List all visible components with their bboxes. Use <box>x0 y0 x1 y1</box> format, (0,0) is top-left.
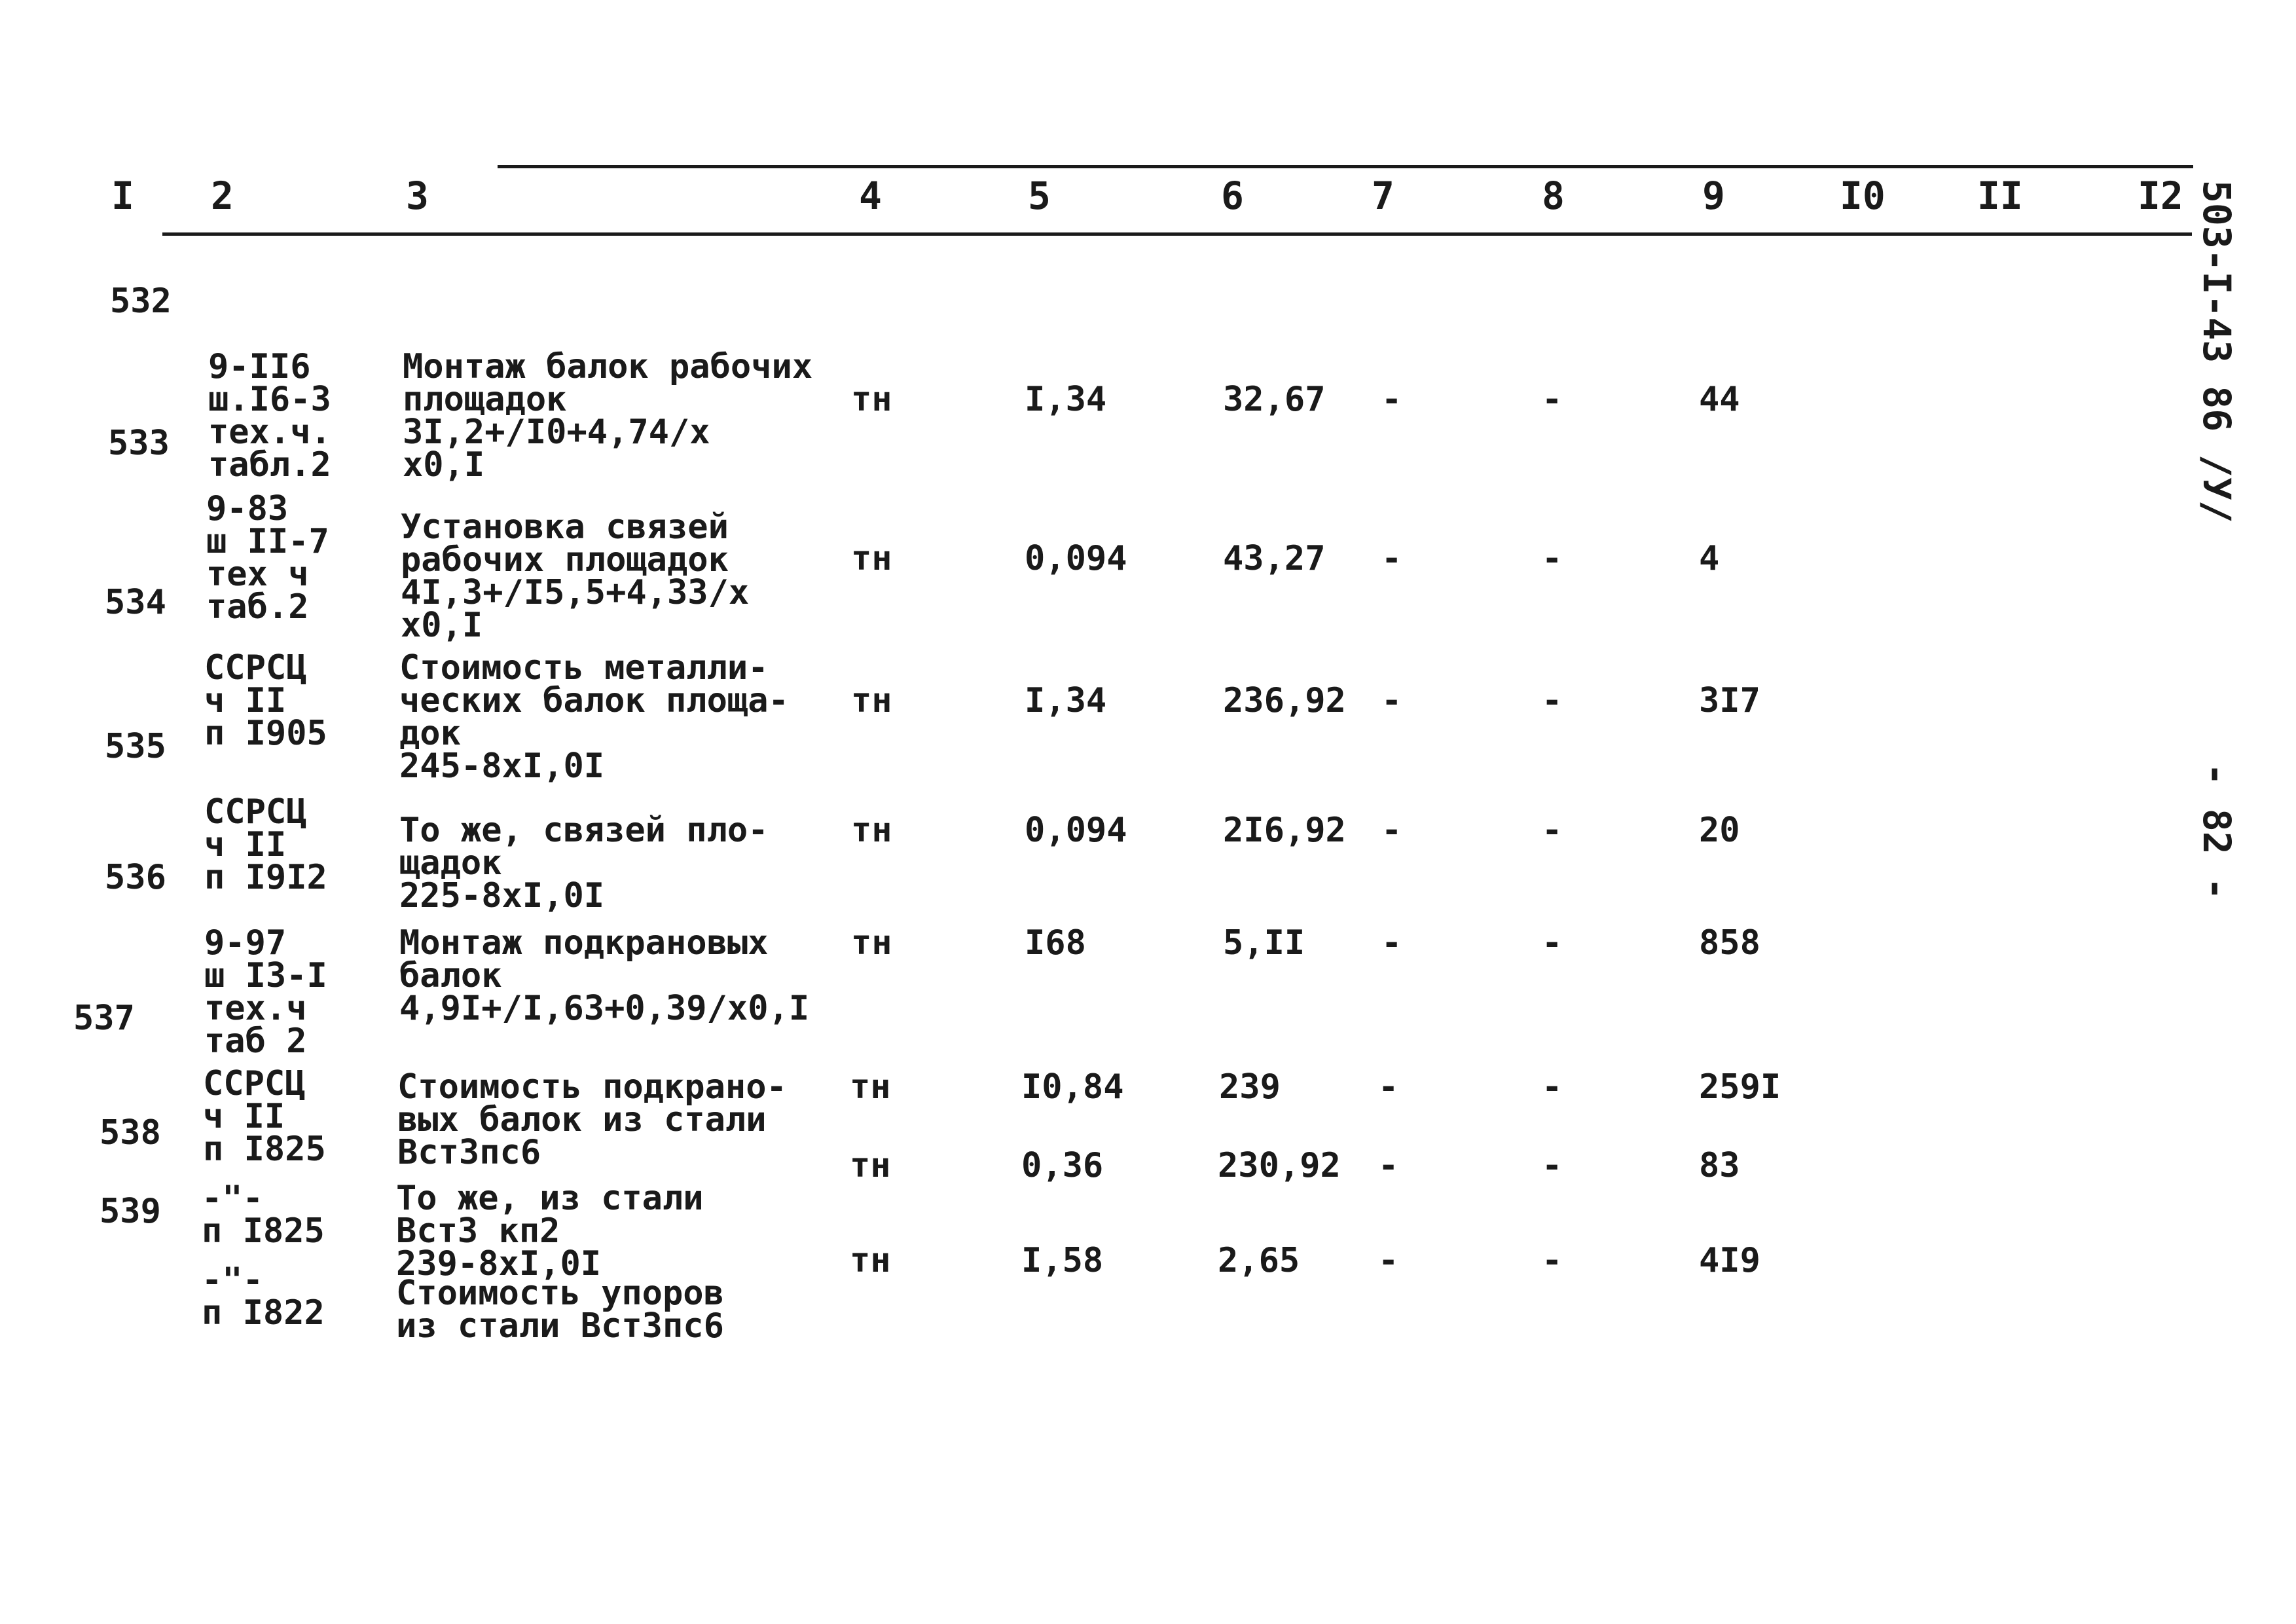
col-header-6: 6 <box>1221 174 1244 218</box>
col-8-value: - <box>1542 539 1563 578</box>
col-header-5: 5 <box>1028 174 1051 218</box>
unit: тн <box>851 380 892 419</box>
row-number: 533 <box>108 424 170 463</box>
rate-code: 9-II6 ш.I6-3 тех.ч. табл.2 <box>208 347 331 485</box>
work-description: Монтаж подкрановых балок 4,9I+/I,63+0,39/х0,I <box>399 923 810 1028</box>
quantity: I,58 <box>1021 1241 1104 1280</box>
rate-code: ССРСЦ ч II п I825 <box>203 1064 326 1169</box>
work-description: Стоимость упоров из стали ВстЗпс6 <box>396 1274 724 1346</box>
quantity: I,34 <box>1025 681 1107 720</box>
row-number: 532 <box>110 282 172 321</box>
top-rule <box>498 165 2193 168</box>
quantity: I68 <box>1025 923 1086 963</box>
row-number: 534 <box>105 583 166 622</box>
total-cost: 4I9 <box>1699 1241 1760 1280</box>
col-7-value: - <box>1378 1241 1399 1280</box>
col-header-10: I0 <box>1840 174 1886 218</box>
col-header-7: 7 <box>1372 174 1394 218</box>
quantity: 0,36 <box>1021 1146 1104 1185</box>
unit: тн <box>851 681 892 720</box>
work-description: Стоимость металли- ческих балок площа- док 245-8хI,0I <box>399 648 789 786</box>
col-8-value: - <box>1542 1146 1563 1185</box>
unit-price: 2I6,92 <box>1223 811 1346 850</box>
total-cost: 259I <box>1699 1067 1781 1107</box>
row-number: 535 <box>105 727 166 766</box>
col-8-value: - <box>1542 923 1563 963</box>
unit: тн <box>850 1241 891 1280</box>
header-rule <box>162 232 2192 236</box>
work-description: Монтаж балок рабочих площадок 3I,2+/I0+4,74/х х0,I <box>403 347 813 485</box>
row-number: 536 <box>105 858 166 897</box>
work-description: Установка связей рабочих площадок 4I,3+/I5,5+4,33/х х0,I <box>401 507 750 645</box>
quantity: 0,094 <box>1025 539 1127 578</box>
total-cost: 858 <box>1699 923 1760 963</box>
col-8-value: - <box>1542 1241 1563 1280</box>
col-7-value: - <box>1378 1146 1399 1185</box>
total-cost: 3I7 <box>1699 681 1760 720</box>
quantity: 0,094 <box>1025 811 1127 850</box>
rate-code: -"- п I825 <box>202 1179 325 1251</box>
col-header-9: 9 <box>1702 174 1725 218</box>
total-cost: 83 <box>1699 1146 1740 1185</box>
unit: тн <box>851 811 892 850</box>
col-7-value: - <box>1378 1067 1399 1107</box>
unit: тн <box>851 923 892 963</box>
unit: тн <box>851 539 892 578</box>
unit-price: 43,27 <box>1223 539 1326 578</box>
col-8-value: - <box>1542 681 1563 720</box>
col-7-value: - <box>1381 539 1402 578</box>
col-header-4: 4 <box>859 174 882 218</box>
work-description: То же, из стали Вст3 кп2 239-8хI,0I <box>396 1179 704 1283</box>
rate-code: -"- п I822 <box>202 1261 325 1333</box>
unit-price: 32,67 <box>1223 380 1326 419</box>
rate-code: ССРСЦ ч II п I9I2 <box>204 792 327 897</box>
row-number: 538 <box>100 1113 161 1153</box>
unit-price: 239 <box>1219 1067 1281 1107</box>
rate-code: 9-97 ш I3-I тех.ч таб 2 <box>204 923 327 1061</box>
total-cost: 20 <box>1699 811 1740 850</box>
col-header-1: I <box>111 174 134 218</box>
col-8-value: - <box>1542 380 1563 419</box>
col-header-3: 3 <box>406 174 429 218</box>
col-7-value: - <box>1381 681 1402 720</box>
total-cost: 4 <box>1699 539 1720 578</box>
unit: тн <box>850 1146 891 1185</box>
col-header-8: 8 <box>1542 174 1565 218</box>
col-header-2: 2 <box>211 174 234 218</box>
unit: тн <box>850 1067 891 1107</box>
unit-price: 2,65 <box>1218 1241 1300 1280</box>
col-header-11: II <box>1977 174 2023 218</box>
work-description: Стоимость подкрано- вых балок из стали ВстЗпс6 <box>397 1067 787 1172</box>
work-description: То же, связей пло- щадок 225-8хI,0I <box>399 811 769 915</box>
col-header-12: I2 <box>2138 174 2183 218</box>
row-number: 539 <box>100 1192 161 1231</box>
total-cost: 44 <box>1699 380 1740 419</box>
quantity: I,34 <box>1025 380 1107 419</box>
rate-code: ССРСЦ ч II п I905 <box>204 648 327 753</box>
unit-price: 236,92 <box>1223 681 1346 720</box>
col-8-value: - <box>1542 811 1563 850</box>
unit-price: 5,II <box>1223 923 1305 963</box>
row-number: 537 <box>73 999 135 1038</box>
page-number: - 82 - <box>2195 763 2239 900</box>
col-7-value: - <box>1381 380 1402 419</box>
document-code: 503-I-43 86 /У/ <box>2195 180 2239 523</box>
col-7-value: - <box>1381 811 1402 850</box>
rate-code: 9-83 ш II-7 тех ч таб.2 <box>206 489 329 627</box>
quantity: I0,84 <box>1021 1067 1124 1107</box>
col-8-value: - <box>1542 1067 1563 1107</box>
col-7-value: - <box>1381 923 1402 963</box>
unit-price: 230,92 <box>1218 1146 1341 1185</box>
